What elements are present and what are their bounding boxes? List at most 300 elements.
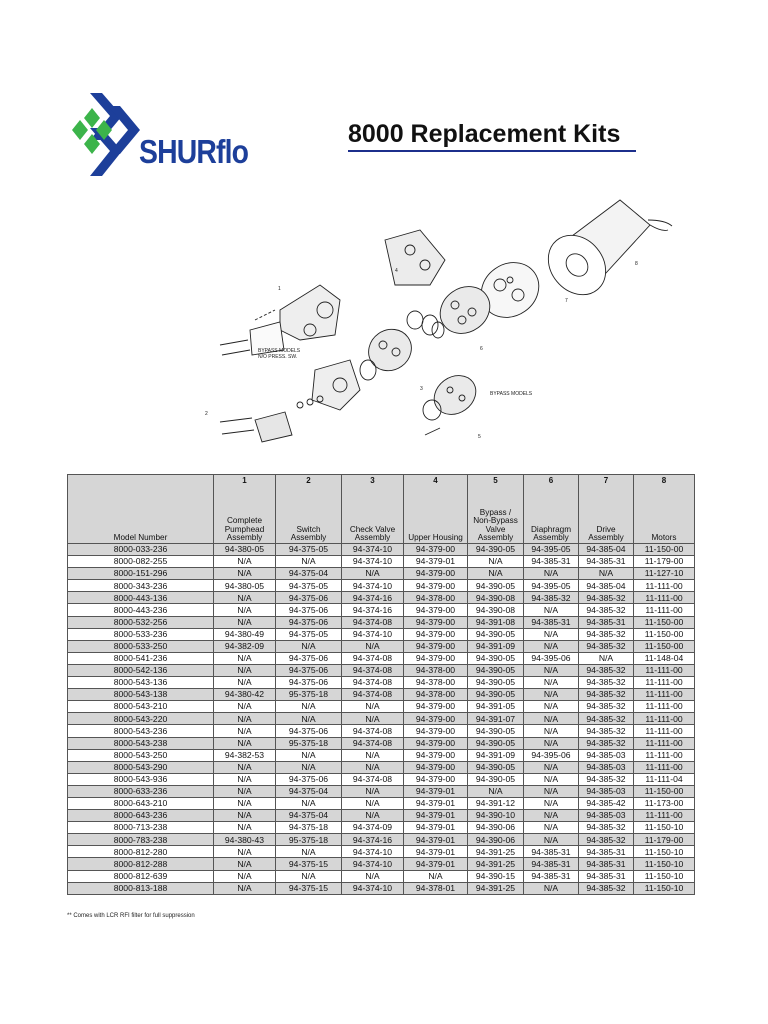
- header-label: Switch Assembly: [290, 524, 327, 542]
- column-number: 6: [524, 475, 579, 488]
- part-number-cell: 94-385-31: [579, 556, 634, 568]
- part-number-cell: 95-375-18: [276, 834, 342, 846]
- model-number-cell: 8000-813-188: [68, 882, 214, 894]
- column-number: 1: [214, 475, 276, 488]
- part-number-cell: 94-385-31: [579, 858, 634, 870]
- table-row: [68, 785, 695, 797]
- model-number-cell: 8000-033-236: [68, 544, 214, 556]
- part-number-cell: N/A: [524, 628, 579, 640]
- part-number-cell: 11-173-00: [634, 797, 695, 809]
- table-row: [68, 870, 695, 882]
- part-number-cell: N/A: [342, 568, 404, 580]
- pumphead-illustration: [220, 285, 340, 355]
- column-number: 2: [276, 475, 342, 488]
- part-number-cell: 94-390-05: [468, 773, 524, 785]
- part-number-cell: 94-375-05: [276, 580, 342, 592]
- callout-label: 5: [478, 434, 481, 440]
- part-number-cell: 94-374-08: [342, 773, 404, 785]
- part-number-cell: 94-375-06: [276, 664, 342, 676]
- part-number-cell: 94-379-00: [404, 737, 468, 749]
- part-number-cell: 94-374-10: [342, 628, 404, 640]
- model-number-cell: 8000-532-256: [68, 616, 214, 628]
- part-number-cell: 94-390-08: [468, 604, 524, 616]
- part-number-cell: N/A: [214, 870, 276, 882]
- part-number-cell: 94-390-05: [468, 664, 524, 676]
- part-number-cell: 11-111-00: [634, 592, 695, 604]
- model-number-cell: 8000-543-936: [68, 773, 214, 785]
- part-number-cell: 94-375-06: [276, 604, 342, 616]
- model-number-cell: 8000-082-255: [68, 556, 214, 568]
- part-number-cell: 94-379-00: [404, 568, 468, 580]
- model-number-cell: 8000-443-236: [68, 604, 214, 616]
- part-number-cell: N/A: [468, 568, 524, 580]
- part-number-cell: 95-375-18: [276, 737, 342, 749]
- model-number-cell: 8000-543-250: [68, 749, 214, 761]
- model-number-cell: 8000-542-136: [68, 664, 214, 676]
- part-number-cell: N/A: [214, 604, 276, 616]
- callout-label: 4: [395, 268, 398, 274]
- part-number-cell: 94-380-05: [214, 544, 276, 556]
- part-number-cell: 94-385-32: [579, 592, 634, 604]
- table-row: [68, 689, 695, 701]
- part-number-cell: 94-385-32: [579, 640, 634, 652]
- part-number-cell: 94-395-05: [524, 580, 579, 592]
- part-number-cell: 11-111-00: [634, 701, 695, 713]
- part-number-cell: N/A: [579, 652, 634, 664]
- part-number-cell: 11-111-00: [634, 580, 695, 592]
- part-number-cell: 94-375-06: [276, 616, 342, 628]
- part-number-cell: 94-395-06: [524, 749, 579, 761]
- part-number-cell: 94-375-18: [276, 822, 342, 834]
- callout-label: 7: [565, 298, 568, 304]
- part-number-cell: N/A: [214, 616, 276, 628]
- model-number-cell: 8000-633-236: [68, 785, 214, 797]
- part-number-cell: 11-179-00: [634, 834, 695, 846]
- part-number-cell: 94-385-31: [524, 846, 579, 858]
- part-number-cell: 94-385-32: [579, 604, 634, 616]
- switch-illustration: [220, 396, 323, 442]
- part-number-cell: 94-391-12: [468, 797, 524, 809]
- table-row: [68, 725, 695, 737]
- part-number-cell: 94-390-10: [468, 810, 524, 822]
- table-row: [68, 604, 695, 616]
- table-row: [68, 580, 695, 592]
- part-number-cell: N/A: [524, 737, 579, 749]
- part-number-cell: 94-380-43: [214, 834, 276, 846]
- part-number-cell: 94-374-08: [342, 725, 404, 737]
- part-number-cell: 94-390-05: [468, 761, 524, 773]
- part-number-cell: 94-391-25: [468, 858, 524, 870]
- part-number-cell: 94-379-00: [404, 544, 468, 556]
- part-number-cell: N/A: [214, 592, 276, 604]
- part-number-cell: 94-379-00: [404, 604, 468, 616]
- part-number-cell: N/A: [276, 713, 342, 725]
- part-number-cell: N/A: [524, 713, 579, 725]
- model-number-cell: 8000-543-238: [68, 737, 214, 749]
- part-number-cell: 94-391-05: [468, 701, 524, 713]
- part-number-cell: N/A: [214, 713, 276, 725]
- part-number-cell: 94-395-05: [524, 544, 579, 556]
- part-number-cell: 94-385-32: [579, 689, 634, 701]
- bypass-plate-illustration: [423, 368, 483, 435]
- diagram-note: N/O PRESS. SW.: [258, 354, 298, 360]
- header-diaphragm: [524, 487, 579, 544]
- part-number-cell: 11-148-04: [634, 652, 695, 664]
- part-number-cell: N/A: [342, 785, 404, 797]
- part-number-cell: 94-374-10: [342, 544, 404, 556]
- part-number-cell: 11-111-00: [634, 761, 695, 773]
- part-number-cell: N/A: [468, 556, 524, 568]
- part-number-cell: N/A: [276, 870, 342, 882]
- table-row: [68, 556, 695, 568]
- header-motors: [634, 487, 695, 544]
- column-number-row: [68, 475, 695, 488]
- part-number-cell: 94-390-05: [468, 677, 524, 689]
- part-number-cell: 94-379-00: [404, 701, 468, 713]
- part-number-cell: 94-385-04: [579, 580, 634, 592]
- model-number-cell: 8000-812-288: [68, 858, 214, 870]
- part-number-cell: 11-179-00: [634, 556, 695, 568]
- part-number-cell: 94-391-09: [468, 640, 524, 652]
- part-number-cell: 94-379-01: [404, 846, 468, 858]
- part-number-cell: 94-374-10: [342, 846, 404, 858]
- part-number-cell: 94-374-16: [342, 834, 404, 846]
- part-number-cell: N/A: [214, 846, 276, 858]
- part-number-cell: 94-378-00: [404, 664, 468, 676]
- part-number-cell: 94-390-05: [468, 737, 524, 749]
- part-number-cell: 94-374-10: [342, 556, 404, 568]
- model-number-cell: 8000-643-236: [68, 810, 214, 822]
- exploded-pump-diagram: [200, 190, 675, 455]
- part-number-cell: 94-390-05: [468, 544, 524, 556]
- table-row: [68, 701, 695, 713]
- header-label: Diaphragm Assembly: [530, 524, 572, 542]
- part-number-cell: 94-390-15: [468, 870, 524, 882]
- part-number-cell: 94-391-08: [468, 616, 524, 628]
- model-number-cell: 8000-533-250: [68, 640, 214, 652]
- header-label: Motors: [651, 532, 677, 542]
- part-number-cell: N/A: [276, 797, 342, 809]
- header-upper-housing: [404, 487, 468, 544]
- part-number-cell: N/A: [214, 810, 276, 822]
- part-number-cell: 11-150-10: [634, 882, 695, 894]
- part-number-cell: 94-385-31: [524, 858, 579, 870]
- table-row: [68, 846, 695, 858]
- table-row: [68, 592, 695, 604]
- header-bypass-valve: [468, 487, 524, 544]
- part-number-cell: 11-111-00: [634, 725, 695, 737]
- part-number-cell: 94-385-31: [579, 616, 634, 628]
- part-number-cell: 94-385-32: [579, 701, 634, 713]
- part-number-cell: 94-379-01: [404, 834, 468, 846]
- model-number-cell: 8000-543-236: [68, 725, 214, 737]
- part-number-cell: 94-385-32: [524, 592, 579, 604]
- table-row: [68, 664, 695, 676]
- table-row: [68, 737, 695, 749]
- part-number-cell: 94-375-06: [276, 677, 342, 689]
- callout-label: 8: [635, 261, 638, 267]
- part-number-cell: 94-374-08: [342, 737, 404, 749]
- part-number-cell: 94-385-31: [524, 556, 579, 568]
- part-number-cell: 11-111-00: [634, 677, 695, 689]
- header-label: Upper Housing: [408, 532, 463, 542]
- part-number-cell: 94-385-32: [579, 664, 634, 676]
- diaphragm-plate-illustration: [361, 277, 499, 379]
- part-number-cell: 94-391-25: [468, 846, 524, 858]
- part-number-cell: N/A: [276, 640, 342, 652]
- part-number-cell: N/A: [524, 785, 579, 797]
- part-number-cell: 94-374-10: [342, 580, 404, 592]
- part-number-cell: 94-385-32: [579, 834, 634, 846]
- part-number-cell: 94-395-06: [524, 652, 579, 664]
- part-number-cell: 94-374-16: [342, 604, 404, 616]
- part-number-cell: 94-390-05: [468, 628, 524, 640]
- part-number-cell: N/A: [342, 749, 404, 761]
- part-number-cell: N/A: [524, 701, 579, 713]
- column-number: 7: [579, 475, 634, 488]
- part-number-cell: N/A: [214, 785, 276, 797]
- part-number-cell: 94-379-00: [404, 761, 468, 773]
- header-label: Model Number: [113, 532, 168, 542]
- part-number-cell: 94-379-00: [404, 725, 468, 737]
- part-number-cell: 94-385-31: [579, 870, 634, 882]
- column-number: 5: [468, 475, 524, 488]
- part-number-cell: 94-379-00: [404, 652, 468, 664]
- header-pumphead: [214, 487, 276, 544]
- part-number-cell: 94-385-32: [579, 882, 634, 894]
- model-number-cell: 8000-543-210: [68, 701, 214, 713]
- table-row: [68, 858, 695, 870]
- part-number-cell: 94-380-49: [214, 628, 276, 640]
- part-number-cell: 94-374-10: [342, 858, 404, 870]
- part-number-cell: 11-150-10: [634, 822, 695, 834]
- part-number-cell: 94-379-01: [404, 556, 468, 568]
- part-number-cell: 94-375-06: [276, 592, 342, 604]
- part-number-cell: N/A: [524, 689, 579, 701]
- model-number-cell: 8000-812-639: [68, 870, 214, 882]
- part-number-cell: N/A: [276, 556, 342, 568]
- part-number-cell: 94-390-06: [468, 822, 524, 834]
- part-number-cell: N/A: [342, 761, 404, 773]
- part-number-cell: 94-380-42: [214, 689, 276, 701]
- part-number-cell: 94-375-04: [276, 568, 342, 580]
- part-number-cell: N/A: [276, 846, 342, 858]
- part-number-cell: 94-374-08: [342, 677, 404, 689]
- part-number-cell: N/A: [214, 556, 276, 568]
- part-number-cell: N/A: [524, 677, 579, 689]
- part-number-cell: N/A: [214, 773, 276, 785]
- part-number-cell: 94-378-00: [404, 689, 468, 701]
- part-number-cell: 11-111-00: [634, 737, 695, 749]
- part-number-cell: 94-375-06: [276, 652, 342, 664]
- diagram-note: BYPASS MODELS: [258, 348, 301, 354]
- header-label: Bypass / Non-Bypass Valve Assembly: [473, 508, 518, 542]
- part-number-cell: N/A: [524, 664, 579, 676]
- part-number-cell: N/A: [468, 785, 524, 797]
- table-row: [68, 822, 695, 834]
- part-number-cell: N/A: [342, 810, 404, 822]
- header-label: Complete Pumphead Assembly: [224, 516, 265, 542]
- part-number-cell: 94-379-00: [404, 616, 468, 628]
- table-row: [68, 882, 695, 894]
- table-row: [68, 834, 695, 846]
- part-number-cell: 94-374-08: [342, 616, 404, 628]
- kits-table-body: [68, 544, 695, 895]
- part-number-cell: N/A: [276, 749, 342, 761]
- part-number-cell: 94-385-03: [579, 810, 634, 822]
- part-number-cell: 94-385-32: [579, 822, 634, 834]
- part-number-cell: N/A: [214, 664, 276, 676]
- table-row: [68, 713, 695, 725]
- table-row: [68, 810, 695, 822]
- part-number-cell: 94-390-05: [468, 689, 524, 701]
- part-number-cell: 94-379-00: [404, 640, 468, 652]
- header-switch: [276, 487, 342, 544]
- part-number-cell: 94-379-00: [404, 713, 468, 725]
- part-number-cell: 11-127-10: [634, 568, 695, 580]
- upper-housing-illustration: [385, 230, 445, 285]
- part-number-cell: 94-385-03: [579, 785, 634, 797]
- part-number-cell: 94-390-05: [468, 580, 524, 592]
- part-number-cell: N/A: [214, 725, 276, 737]
- part-number-cell: 94-375-04: [276, 785, 342, 797]
- page-title: 8000 Replacement Kits: [348, 120, 621, 148]
- motor-illustration: [537, 200, 672, 306]
- column-number: 3: [342, 475, 404, 488]
- table-row: [68, 773, 695, 785]
- part-number-cell: 94-385-32: [579, 677, 634, 689]
- part-number-cell: N/A: [342, 701, 404, 713]
- part-number-cell: N/A: [524, 568, 579, 580]
- part-number-cell: 11-111-00: [634, 749, 695, 761]
- part-number-cell: N/A: [214, 652, 276, 664]
- part-number-cell: N/A: [524, 773, 579, 785]
- part-number-cell: 94-390-08: [468, 592, 524, 604]
- header-label: Drive Assembly: [588, 524, 624, 542]
- column-number: 8: [634, 475, 695, 488]
- part-number-cell: 94-374-09: [342, 822, 404, 834]
- part-number-cell: 11-150-00: [634, 640, 695, 652]
- part-number-cell: 94-385-32: [579, 737, 634, 749]
- part-number-cell: N/A: [524, 822, 579, 834]
- part-number-cell: N/A: [214, 797, 276, 809]
- part-number-cell: 11-150-00: [634, 616, 695, 628]
- title-underline: [348, 150, 636, 152]
- part-number-cell: N/A: [342, 713, 404, 725]
- part-number-cell: 94-380-05: [214, 580, 276, 592]
- part-number-cell: 94-385-03: [579, 761, 634, 773]
- part-number-cell: 94-374-08: [342, 689, 404, 701]
- part-number-cell: N/A: [276, 701, 342, 713]
- part-number-cell: 94-379-00: [404, 580, 468, 592]
- part-number-cell: 94-375-05: [276, 544, 342, 556]
- part-number-cell: 11-111-00: [634, 713, 695, 725]
- part-number-cell: 94-375-06: [276, 773, 342, 785]
- part-number-cell: 94-374-16: [342, 592, 404, 604]
- part-number-cell: 94-374-08: [342, 652, 404, 664]
- part-number-cell: 11-150-10: [634, 846, 695, 858]
- table-row: [68, 652, 695, 664]
- part-number-cell: 94-379-00: [404, 749, 468, 761]
- part-number-cell: N/A: [524, 882, 579, 894]
- model-number-cell: 8000-543-220: [68, 713, 214, 725]
- model-number-cell: 8000-812-280: [68, 846, 214, 858]
- check-valve-illustration: [312, 360, 376, 410]
- model-number-cell: 8000-541-236: [68, 652, 214, 664]
- replacement-kits-table: [67, 474, 695, 895]
- part-number-cell: 94-385-31: [524, 616, 579, 628]
- callout-label: 6: [480, 346, 483, 352]
- model-number-cell: 8000-543-290: [68, 761, 214, 773]
- callout-label: 1: [278, 286, 281, 292]
- model-number-cell: 8000-343-236: [68, 580, 214, 592]
- part-number-cell: N/A: [524, 810, 579, 822]
- part-number-cell: 94-385-32: [579, 773, 634, 785]
- part-number-cell: 94-379-00: [404, 773, 468, 785]
- part-number-cell: 11-150-00: [634, 628, 695, 640]
- header-model-number: [68, 487, 214, 544]
- part-number-cell: 11-111-04: [634, 773, 695, 785]
- part-number-cell: N/A: [342, 640, 404, 652]
- part-number-cell: N/A: [524, 604, 579, 616]
- model-number-cell: 8000-533-236: [68, 628, 214, 640]
- callout-label: 2: [205, 411, 208, 417]
- part-number-cell: 94-374-08: [342, 664, 404, 676]
- model-number-cell: 8000-543-136: [68, 677, 214, 689]
- part-number-cell: 94-375-04: [276, 810, 342, 822]
- header-drive: [579, 487, 634, 544]
- part-number-cell: 94-375-15: [276, 882, 342, 894]
- part-number-cell: 94-379-01: [404, 810, 468, 822]
- model-number-cell: 8000-151-296: [68, 568, 214, 580]
- table-row: [68, 628, 695, 640]
- part-number-cell: 11-111-00: [634, 810, 695, 822]
- part-number-cell: N/A: [579, 568, 634, 580]
- part-number-cell: 94-385-31: [579, 846, 634, 858]
- part-number-cell: 94-390-05: [468, 725, 524, 737]
- part-number-cell: N/A: [214, 677, 276, 689]
- part-number-cell: N/A: [214, 882, 276, 894]
- column-number: 4: [404, 475, 468, 488]
- part-number-cell: 94-391-25: [468, 882, 524, 894]
- part-number-cell: N/A: [524, 834, 579, 846]
- part-number-cell: 94-382-09: [214, 640, 276, 652]
- part-number-cell: N/A: [342, 870, 404, 882]
- table-row: [68, 568, 695, 580]
- table-row: [68, 797, 695, 809]
- part-number-cell: N/A: [214, 822, 276, 834]
- part-number-cell: N/A: [342, 797, 404, 809]
- part-number-cell: 94-390-05: [468, 652, 524, 664]
- table-row: [68, 677, 695, 689]
- part-number-cell: 11-150-00: [634, 544, 695, 556]
- part-number-cell: N/A: [214, 737, 276, 749]
- part-number-cell: 11-111-00: [634, 604, 695, 616]
- header-label: Check Valve Assembly: [349, 524, 396, 542]
- table-row: [68, 761, 695, 773]
- part-number-cell: N/A: [524, 725, 579, 737]
- footnote: ** Comes with LCR RFI filter for full suppression: [67, 913, 195, 919]
- part-number-cell: 11-111-00: [634, 689, 695, 701]
- part-number-cell: 94-378-00: [404, 592, 468, 604]
- part-number-cell: 94-385-32: [579, 725, 634, 737]
- part-number-cell: 94-379-01: [404, 785, 468, 797]
- part-number-cell: 94-391-09: [468, 749, 524, 761]
- part-number-cell: N/A: [276, 761, 342, 773]
- part-number-cell: N/A: [214, 568, 276, 580]
- part-number-cell: N/A: [404, 870, 468, 882]
- part-number-cell: 94-390-06: [468, 834, 524, 846]
